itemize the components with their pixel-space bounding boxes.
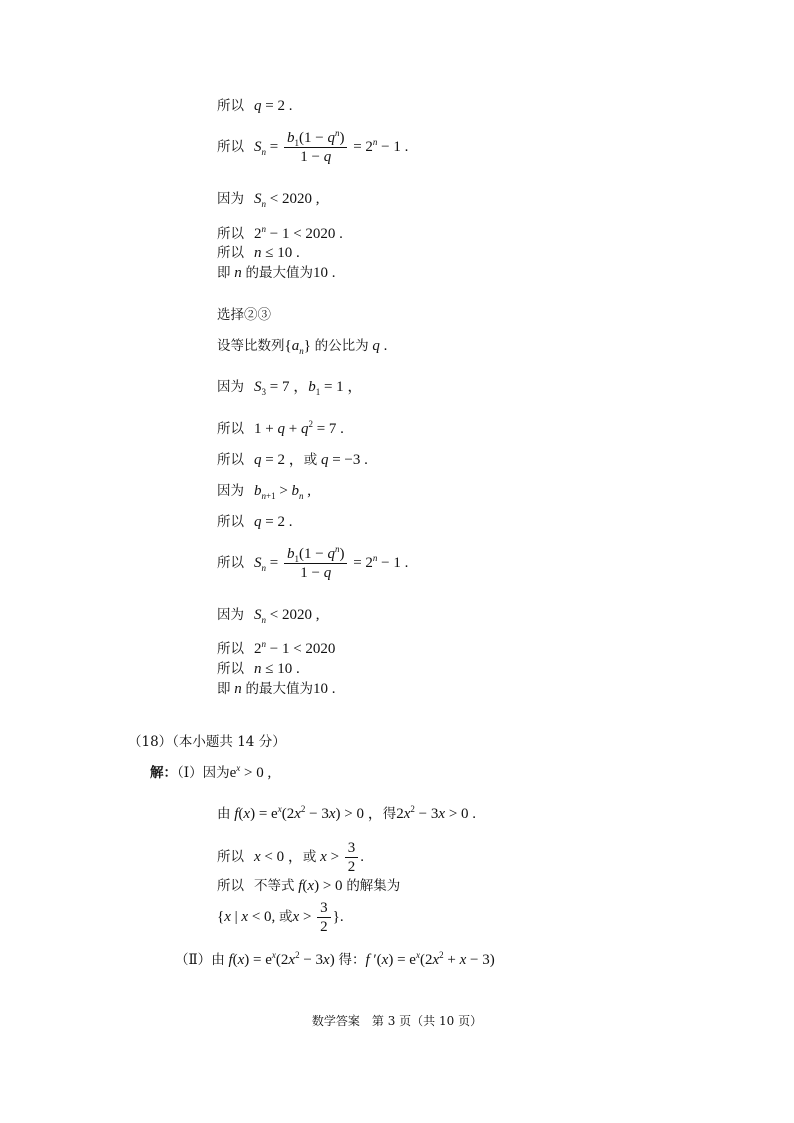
three-halves-fraction-b: $\frac{3}{2}$ (317, 900, 331, 935)
line-q-equals-2: 所以 q = 2 . (217, 98, 293, 114)
sn-fraction-b: $\frac{b_1(1 - q^n)}{1 - q}$ (284, 546, 347, 581)
problem-18-heading: （18）（本小题共 14 分） (128, 734, 286, 750)
line-solution-set-intro: 所以 不等式 f(x) > 0 的解集为 (217, 878, 401, 894)
three-halves-fraction: $\frac{3}{2}$ (345, 840, 359, 875)
line-x-range: 所以 x < 0 ，或 x > $\frac{3}{2}$ . (217, 840, 365, 876)
line-max-n: 即 n 的最大值为10 . (217, 265, 336, 281)
line-sn-formula: 所以 $S_n$ = $\frac{b_1(1 - q^n)}{1 - q}$ = $2^n - 1$ . (217, 128, 409, 166)
line-solution-set: {x | x < 0, 或x > $\frac{3}{2}$ }. (217, 900, 344, 936)
line-sn-less-2020: 因为 $S_n < 2020$ , (217, 191, 320, 209)
line-solution-part1: 解：（Ⅰ）因为$e^x > 0$ , (150, 763, 272, 781)
page-footer: 数学答案 第 3 页（共 10 页） (311, 1014, 483, 1028)
line-q-values: 所以 q = 2 ，或 q = −3 . (217, 452, 368, 468)
section-choice-23: 选择②③ (217, 307, 271, 323)
line-2n-less-2020: 所以 $2^n - 1 < 2020$ . (217, 224, 343, 242)
line-2n-less-2020-b: 所以 $2^n - 1 < 2020$ (217, 639, 336, 657)
line-q-equals-2-b: 所以 q = 2 . (217, 514, 293, 530)
line-n-le-10: 所以 n ≤ 10 . (217, 245, 300, 261)
line-1-q-q2: 所以 $1 + q + q^2 = 7$ . (217, 419, 344, 437)
line-fx-positive: 由 $f(x) = e^x(2x^2 - 3x) > 0$ ，得$2x^2 - 3x > 0$ . (217, 804, 477, 822)
line-s3-b1: 因为 $S_3 = 7$ ，$b_1 = 1$ ， (217, 379, 363, 397)
line-sn-formula-b: 所以 $S_n$ = $\frac{b_1(1 - q^n)}{1 - q}$ = $2^n - 1$ . (217, 544, 409, 582)
line-part2-derivative: （Ⅱ）由 $f(x) = e^x(2x^2 - 3x)$ 得：f $'(x) = e^x(2x^2 + x - 3)$ (175, 950, 495, 968)
line-bn-increasing: 因为 $b_{n+1} > b_n$ , (217, 483, 312, 501)
line-max-n-b: 即 n 的最大值为10 . (217, 681, 336, 697)
line-n-le-10-b: 所以 n ≤ 10 . (217, 661, 300, 677)
sn-fraction: $\frac{b_1(1 - q^n)}{1 - q}$ (284, 130, 347, 165)
line-setup: 设等比数列$\{a_n\}$ 的公比为 q . (217, 338, 388, 356)
line-sn-less-2020-b: 因为 $S_n < 2020$ , (217, 607, 320, 625)
